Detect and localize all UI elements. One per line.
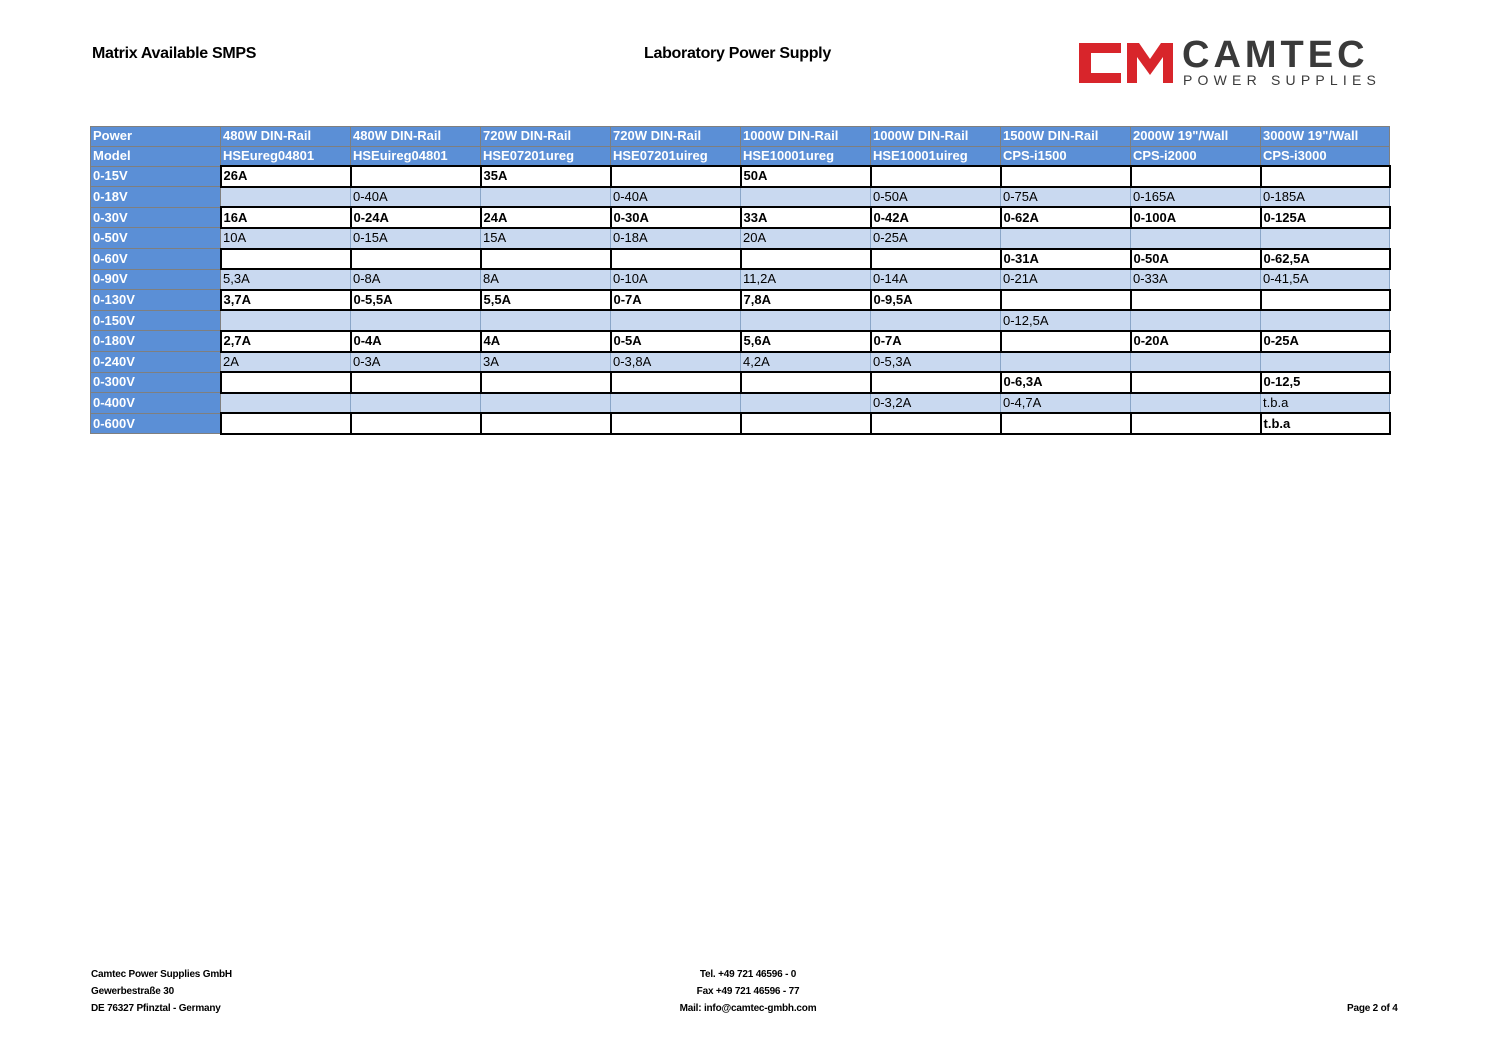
- current-cell: 16A: [221, 207, 351, 228]
- model-cell: HSEureg04801: [221, 146, 351, 166]
- current-cell: 0-21A: [1001, 269, 1131, 290]
- current-cell: 0-33A: [1131, 269, 1261, 290]
- voltage-label: 0-18V: [91, 187, 221, 208]
- voltage-row: [91, 269, 1390, 290]
- logo-tagline: POWER SUPPLIES: [1183, 72, 1382, 88]
- power-cell: 720W DIN-Rail: [611, 127, 741, 147]
- current-cell: [741, 393, 871, 414]
- current-cell: 0-20A: [1131, 331, 1261, 352]
- voltage-label: 0-30V: [91, 207, 221, 228]
- current-cell: 0-14A: [871, 269, 1001, 290]
- voltage-row: [91, 372, 1390, 393]
- current-cell: 0-5,5A: [351, 290, 481, 311]
- voltage-row: [91, 207, 1390, 228]
- model-row: [91, 146, 1390, 166]
- current-cell: [611, 372, 741, 393]
- model-cell: CPS-i3000: [1261, 146, 1390, 166]
- current-cell: 0-24A: [351, 207, 481, 228]
- current-cell: [741, 187, 871, 208]
- footer-city: DE 76327 Pfinztal - Germany: [91, 1003, 221, 1014]
- current-cell: 0-10A: [611, 269, 741, 290]
- current-cell: 0-3A: [351, 352, 481, 373]
- current-cell: 0-30A: [611, 207, 741, 228]
- voltage-row: [91, 290, 1390, 311]
- current-cell: [1001, 228, 1131, 249]
- current-cell: 0-62,5A: [1261, 249, 1390, 270]
- power-row: [91, 127, 1390, 147]
- model-cell: HSEuireg04801: [351, 146, 481, 166]
- voltage-label: 0-90V: [91, 269, 221, 290]
- document-title: Matrix Available SMPS: [92, 45, 257, 62]
- current-cell: 7,8A: [741, 290, 871, 311]
- power-row-label: Power: [91, 127, 221, 147]
- current-cell: [1261, 290, 1390, 311]
- current-cell: 0-41,5A: [1261, 269, 1390, 290]
- voltage-row: [91, 352, 1390, 373]
- current-cell: [1261, 228, 1390, 249]
- current-cell: 50A: [741, 166, 871, 187]
- current-cell: 2,7A: [221, 331, 351, 352]
- current-cell: 0-7A: [611, 290, 741, 311]
- current-cell: [351, 413, 481, 434]
- voltage-row: [91, 249, 1390, 270]
- current-cell: 0-125A: [1261, 207, 1390, 228]
- voltage-label: 0-130V: [91, 290, 221, 311]
- power-cell: 1500W DIN-Rail: [1001, 127, 1131, 147]
- footer-contact: [668, 966, 828, 1017]
- current-cell: [611, 393, 741, 414]
- current-cell: 0-42A: [871, 207, 1001, 228]
- voltage-row: [91, 331, 1390, 352]
- current-cell: [221, 393, 351, 414]
- current-cell: 4,2A: [741, 352, 871, 373]
- voltage-label: 0-60V: [91, 249, 221, 270]
- voltage-label: 0-300V: [91, 372, 221, 393]
- model-cell: HSE07201ureg: [481, 146, 611, 166]
- smps-matrix-table: [90, 126, 1391, 435]
- current-cell: 5,5A: [481, 290, 611, 311]
- current-cell: [871, 372, 1001, 393]
- current-cell: [481, 249, 611, 270]
- model-cell: CPS-i1500: [1001, 146, 1131, 166]
- voltage-row: [91, 393, 1390, 414]
- current-cell: [611, 249, 741, 270]
- current-cell: 0-5,3A: [871, 352, 1001, 373]
- current-cell: [1261, 310, 1390, 331]
- current-cell: 0-15A: [351, 228, 481, 249]
- current-cell: 15A: [481, 228, 611, 249]
- current-cell: [221, 187, 351, 208]
- footer-tel: Tel. +49 721 46596 - 0: [699, 969, 797, 980]
- current-cell: [221, 372, 351, 393]
- power-cell: 3000W 19"/Wall: [1261, 127, 1390, 147]
- voltage-label: 0-15V: [91, 166, 221, 187]
- current-cell: [351, 393, 481, 414]
- current-cell: 0-7A: [871, 331, 1001, 352]
- voltage-row: [91, 187, 1390, 208]
- current-cell: 0-50A: [1131, 249, 1261, 270]
- model-cell: HSE10001uireg: [871, 146, 1001, 166]
- current-cell: [1131, 352, 1261, 373]
- current-cell: 11,2A: [741, 269, 871, 290]
- current-cell: [1001, 352, 1131, 373]
- current-cell: [1001, 331, 1131, 352]
- current-cell: 0-31A: [1001, 249, 1131, 270]
- current-cell: 0-4,7A: [1001, 393, 1131, 414]
- current-cell: 5,3A: [221, 269, 351, 290]
- current-cell: 0-8A: [351, 269, 481, 290]
- current-cell: [611, 310, 741, 331]
- current-cell: [351, 372, 481, 393]
- current-cell: 0-185A: [1261, 187, 1390, 208]
- current-cell: 0-3,8A: [611, 352, 741, 373]
- model-cell: CPS-i2000: [1131, 146, 1261, 166]
- current-cell: 0-18A: [611, 228, 741, 249]
- current-cell: [1131, 310, 1261, 331]
- model-cell: HSE07201uireg: [611, 146, 741, 166]
- footer-fax: Fax +49 721 46596 - 77: [696, 986, 800, 997]
- current-cell: 3A: [481, 352, 611, 373]
- current-cell: 0-12,5: [1261, 372, 1390, 393]
- power-cell: 480W DIN-Rail: [351, 127, 481, 147]
- current-cell: [1261, 352, 1390, 373]
- current-cell: [1261, 166, 1390, 187]
- current-cell: [481, 372, 611, 393]
- current-cell: [481, 187, 611, 208]
- current-cell: [1001, 166, 1131, 187]
- current-cell: [221, 310, 351, 331]
- current-cell: 33A: [741, 207, 871, 228]
- current-cell: 0-40A: [611, 187, 741, 208]
- footer-street: Gewerbestraße 30: [91, 986, 174, 997]
- current-cell: 10A: [221, 228, 351, 249]
- current-cell: [871, 310, 1001, 331]
- current-cell: [1131, 413, 1261, 434]
- power-cell: 720W DIN-Rail: [481, 127, 611, 147]
- current-cell: 0-100A: [1131, 207, 1261, 228]
- current-cell: 0-6,3A: [1001, 372, 1131, 393]
- model-cell: HSE10001ureg: [741, 146, 871, 166]
- current-cell: 0-75A: [1001, 187, 1131, 208]
- voltage-label: 0-600V: [91, 413, 221, 434]
- current-cell: 0-12,5A: [1001, 310, 1131, 331]
- voltage-label: 0-180V: [91, 331, 221, 352]
- current-cell: [351, 310, 481, 331]
- current-cell: [871, 166, 1001, 187]
- current-cell: [481, 413, 611, 434]
- voltage-label: 0-150V: [91, 310, 221, 331]
- document-subtitle: Laboratory Power Supply: [644, 45, 831, 62]
- current-cell: [1131, 228, 1261, 249]
- current-cell: 0-25A: [1261, 331, 1390, 352]
- logo-wordmark: CAMTEC: [1182, 34, 1369, 76]
- current-cell: [221, 413, 351, 434]
- current-cell: t.b.a: [1261, 393, 1390, 414]
- current-cell: 24A: [481, 207, 611, 228]
- current-cell: 0-25A: [871, 228, 1001, 249]
- current-cell: [1131, 393, 1261, 414]
- current-cell: [1131, 290, 1261, 311]
- footer-company: Camtec Power Supplies GmbH: [91, 969, 232, 980]
- current-cell: 0-9,5A: [871, 290, 1001, 311]
- power-cell: 1000W DIN-Rail: [741, 127, 871, 147]
- voltage-row: [91, 166, 1390, 187]
- current-cell: [611, 413, 741, 434]
- current-cell: [221, 249, 351, 270]
- current-cell: 0-5A: [611, 331, 741, 352]
- current-cell: 35A: [481, 166, 611, 187]
- current-cell: 2A: [221, 352, 351, 373]
- power-cell: 2000W 19"/Wall: [1131, 127, 1261, 147]
- voltage-label: 0-240V: [91, 352, 221, 373]
- current-cell: 0-165A: [1131, 187, 1261, 208]
- current-cell: [741, 413, 871, 434]
- current-cell: [1131, 372, 1261, 393]
- current-cell: 26A: [221, 166, 351, 187]
- current-cell: 0-62A: [1001, 207, 1131, 228]
- footer-mail: Mail: info@camtec-gmbh.com: [679, 1003, 817, 1014]
- page-number: Page 2 of 4: [1347, 1003, 1398, 1014]
- current-cell: [871, 249, 1001, 270]
- current-cell: [351, 166, 481, 187]
- current-cell: [741, 249, 871, 270]
- current-cell: 5,6A: [741, 331, 871, 352]
- current-cell: 0-50A: [871, 187, 1001, 208]
- current-cell: 8A: [481, 269, 611, 290]
- current-cell: [611, 166, 741, 187]
- current-cell: [741, 372, 871, 393]
- current-cell: [1001, 413, 1131, 434]
- current-cell: t.b.a: [1261, 413, 1390, 434]
- current-cell: [871, 413, 1001, 434]
- current-cell: [351, 249, 481, 270]
- voltage-label: 0-50V: [91, 228, 221, 249]
- model-row-label: Model: [91, 146, 221, 166]
- current-cell: 0-4A: [351, 331, 481, 352]
- current-cell: [481, 393, 611, 414]
- current-cell: 20A: [741, 228, 871, 249]
- current-cell: 4A: [481, 331, 611, 352]
- current-cell: 0-3,2A: [871, 393, 1001, 414]
- voltage-row: [91, 413, 1390, 434]
- voltage-row: [91, 228, 1390, 249]
- current-cell: 3,7A: [221, 290, 351, 311]
- current-cell: [741, 310, 871, 331]
- voltage-label: 0-400V: [91, 393, 221, 414]
- power-cell: 480W DIN-Rail: [221, 127, 351, 147]
- current-cell: [1001, 290, 1131, 311]
- camtec-logo: [1077, 36, 1412, 92]
- current-cell: 0-40A: [351, 187, 481, 208]
- current-cell: [481, 310, 611, 331]
- cm-logo-mark-icon: [1077, 39, 1175, 87]
- current-cell: [1131, 166, 1261, 187]
- power-cell: 1000W DIN-Rail: [871, 127, 1001, 147]
- voltage-row: [91, 310, 1390, 331]
- footer-address: [91, 966, 232, 1017]
